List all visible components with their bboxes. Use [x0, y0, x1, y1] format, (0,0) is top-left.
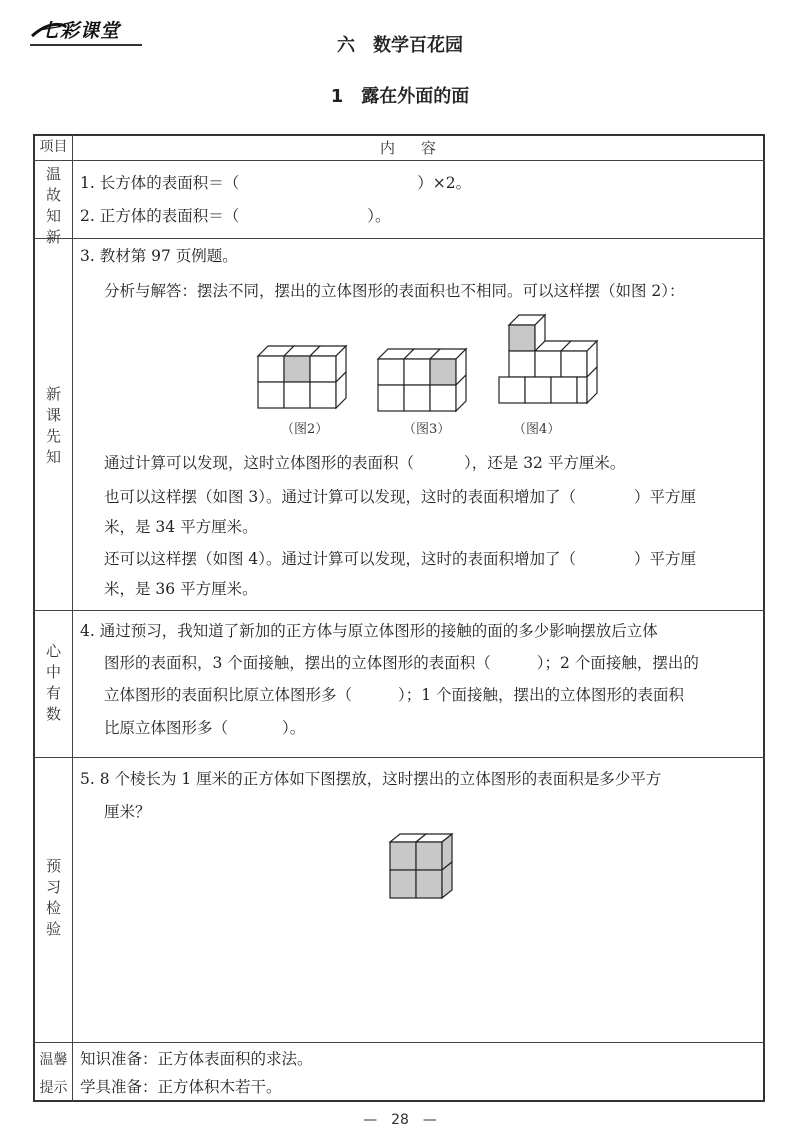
section-label-summary: 心 中 有 数	[45, 642, 61, 723]
question-3-analysis: 分析与解答：摆法不同，摆出的立体图形的表面积也不相同。可以这样摆（如图 2）：	[104, 282, 685, 300]
row-divider	[33, 160, 765, 161]
row-divider	[33, 1042, 765, 1043]
question-5-line-2: 厘米？	[104, 803, 151, 821]
question-5-line-1: 5. 8 个棱长为 1 厘米的正方体如下图摆放，这时摆出的立体图形的表面积是多少平方	[80, 770, 662, 788]
question-3-line-2-cont: 米，是 34 平方厘米。	[104, 518, 258, 536]
page-number: — 28 —	[363, 1112, 437, 1128]
question-4-line-1: 4. 通过预习，我知道了新加的正方体与原立体图形的接触的面的多少影响摆放后立体	[80, 622, 658, 640]
figure-3-cubes	[376, 343, 488, 415]
question-4-line-4: 比原立体图形多（ ）。	[104, 719, 306, 737]
figure-3-label: （图3）	[403, 422, 451, 437]
column-header-content: 内容	[380, 139, 463, 157]
question-3-line-3-cont: 米，是 36 平方厘米。	[104, 580, 258, 598]
unit-title: 六 数学百花园	[337, 35, 463, 56]
lesson-number: 1	[330, 86, 344, 107]
row-divider	[33, 238, 765, 239]
section-label-new-lesson: 新 课 先 知	[45, 385, 61, 466]
column-header-item: 项目	[39, 139, 68, 155]
lesson-title	[0, 82, 800, 108]
logo-text: 七彩课堂	[40, 20, 121, 42]
figure-4-cubes	[497, 313, 609, 415]
figure-2-cubes	[256, 340, 366, 412]
figure-4-label: （图4）	[513, 422, 561, 437]
tip-tools: 学具准备：正方体积木若干。	[80, 1078, 282, 1096]
tip-knowledge: 知识准备：正方体表面积的求法。	[80, 1050, 313, 1068]
question-2: 2. 正方体的表面积＝（ ）。	[80, 207, 391, 225]
section-label-preview-check: 预 习 检 验	[45, 857, 61, 938]
question-3-line-3: 还可以这样摆（如图 4）。通过计算可以发现，这时的表面积增加了（ ）平方厘	[104, 550, 697, 568]
question-4-line-2: 图形的表面积，3 个面接触，摆出的立体图形的表面积（ ）；2 个面接触，摆出的	[104, 654, 699, 672]
figure-5-cube	[388, 832, 470, 904]
question-4-line-3: 立体图形的表面积比原立体图形多（ ）；1 个面接触，摆出的立体图形的表面积	[104, 686, 685, 704]
question-3-title: 3. 教材第 97 页例题。	[80, 247, 238, 265]
row-divider	[33, 610, 765, 611]
column-divider	[72, 134, 73, 1102]
lesson-name: 露在外面的面	[361, 86, 470, 107]
question-3-line-2: 也可以这样摆（如图 3）。通过计算可以发现，这时的表面积增加了（ ）平方厘	[104, 488, 697, 506]
row-divider	[33, 757, 765, 758]
question-3-line-1: 通过计算可以发现，这时立体图形的表面积（ ），还是 32 平方厘米。	[104, 454, 626, 472]
section-label-review: 温 故 知 新	[45, 165, 61, 246]
figure-2-label: （图2）	[281, 422, 329, 437]
question-1: 1. 长方体的表面积＝（ ）×2。	[80, 174, 472, 192]
section-label-tips: 温馨 提示	[39, 1052, 68, 1096]
